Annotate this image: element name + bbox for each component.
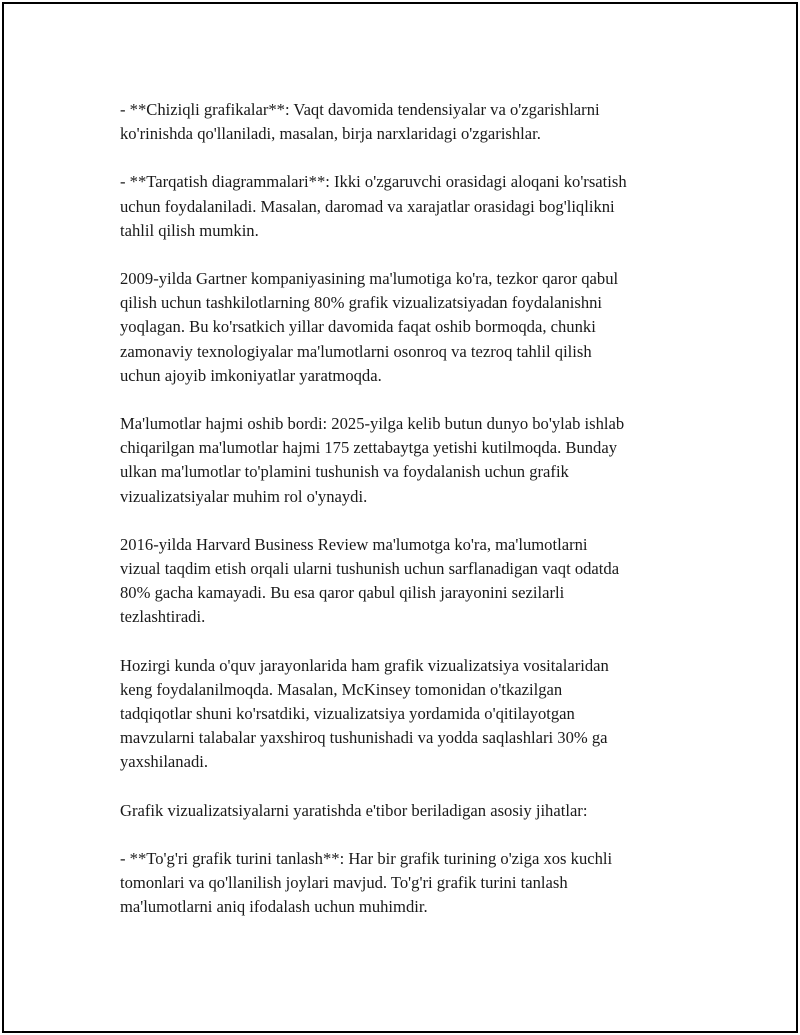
paragraph-education: Hozirgi kunda o'quv jarayonlarida ham grafik vizualizatsiya vositalaridan keng foydalanilmoqda. Masalan, McKinsey tomonidan o'tkazilgan tadqiqotlar shuni ko'rsatdiki, vizualizatsiya yordamida o'qitilayotgan mavzularni talabalar yaxshiroq tushunishadi va yodda saqlashlari 30% ga yaxshilanadi. bbox=[120, 655, 609, 772]
paragraph-harvard-2016: 2016-yilda Harvard Business Review ma'lumotga ko'ra, ma'lumotlarni vizual taqdim etish orqali ularni tushunish uchun sarflanadigan vaqt odatda 80% gacha kamayadi. Bu esa qaror qabul qilish jarayonini sezilarli tezlashtiradi. bbox=[120, 534, 620, 627]
paragraph-gartner-2009: 2009-yilda Gartner kompaniyasining ma'lumotiga ko'ra, tezkor qaror qabul qilish uchun tashkilotlarning 80% grafik vizualizatsiyadan foydalanishni yoqlagan. Bu ko'rsatkich yillar davomida faqat oshib bormoqda, chunki zamonaviy texnologiyalar ma'lumotlarni osonroq va tezroq tahlil qilish uchun ajoyib imkoniyatlar yaratmoqda. bbox=[120, 269, 619, 385]
page-frame bbox=[2, 2, 798, 1033]
paragraph-key-aspects: Grafik vizualizatsiyalarni yaratishda e'tibor beriladigan asosiy jihatlar: bbox=[120, 800, 588, 820]
paragraph-line-charts: - **Chiziqli grafikalar**: Vaqt davomida tendensiyalar va o'zgarishlarni ko'rinishda qo'llaniladi, masalan, birja narxlaridagi o'zgarishlar. bbox=[120, 100, 600, 144]
paragraph-data-volume: Ma'lumotlar hajmi oshib bordi: 2025-yilga kelib butun dunyo bo'ylab ishlab chiqarilgan ma'lumotlar hajmi 175 zettabaytga yetishi kutilmoqda. Bunday ulkan ma'lumotlar to'plamini tushunish va foydalanish uchun grafik vizualizatsiyalar muhim rol o'ynaydi. bbox=[120, 414, 625, 506]
paragraph-scatter-diagrams: - **Tarqatish diagrammalari**: Ikki o'zgaruvchi orasidagi aloqani ko'rsatish uchun foydalaniladi. Masalan, daromad va xarajatlar orasidagi bog'liqlikni tahlil qilish mumkin. bbox=[120, 172, 627, 240]
paragraph-choose-chart-type: - **To'g'ri grafik turini tanlash**: Har bir grafik turining o'ziga xos kuchli tomonlari va qo'llanilish joylari mavjud. To'g'ri grafik turini tanlash ma'lumotlarni aniq ifodalash uchun muhimdir. bbox=[120, 848, 613, 917]
document-body bbox=[120, 98, 710, 943]
